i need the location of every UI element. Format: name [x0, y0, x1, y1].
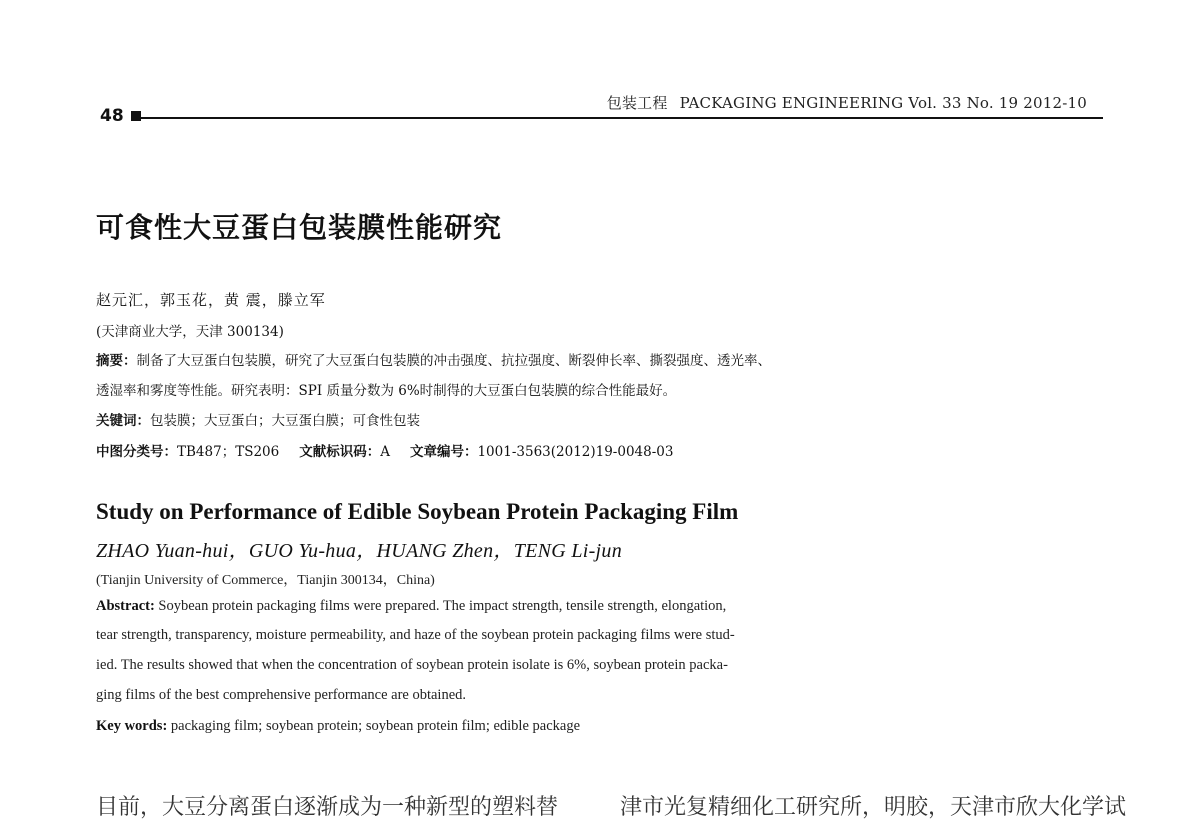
en-abstract-line-2: tear strength, transparency, moisture permeability, and haze of the soybean protein packaging films were stud- [96, 627, 735, 643]
en-abstract-label: Abstract: [96, 598, 155, 614]
cn-classification [96, 440, 673, 460]
body-text-cutoff [96, 790, 1127, 821]
article-no-value: 1001-3563(2012)19-0048-03 [477, 444, 674, 460]
en-abstract-line-1 [96, 598, 960, 615]
clc-value: TB487；TS206 [177, 444, 280, 460]
cn-keywords-label: 关键词： [96, 413, 150, 429]
en-title: Study on Performance of Edible Soybean Protein Packaging Film [96, 499, 739, 524]
en-keywords-label: Key words: [96, 718, 168, 734]
journal-citation-en: PACKAGING ENGINEERING Vol. 33 No. 19 2012-10 [679, 94, 1087, 112]
clc-label: 中图分类号： [96, 444, 177, 460]
cn-abstract-line-2: 透湿率和雾度等性能。研究表明：SPI 质量分数为 6%时制得的大豆蛋白包装膜的综合性能最好。 [96, 383, 677, 399]
en-abstract-line-3: ied. The results showed that when the concentration of soybean protein isolate is 6%, soybean protein packa- [96, 657, 728, 673]
cn-keywords-text: 包装膜；大豆蛋白；大豆蛋白膜；可食性包装 [150, 413, 420, 429]
en-affiliation: (Tianjin University of Commerce，Tianjin 300134，China) [96, 573, 435, 588]
journal-header [607, 92, 1087, 113]
en-abstract-line-4: ging films of the best comprehensive performance are obtained. [96, 687, 467, 703]
body-left-fragment: 目前，大豆分离蛋白逐渐成为一种新型的塑料替 [96, 795, 559, 820]
cn-keywords [96, 409, 420, 429]
en-authors: ZHAO Yuan-hui，GUO Yu-hua，HUANG Zhen，TENG Li-jun [96, 540, 623, 562]
header-square-marker [131, 111, 141, 121]
en-keywords-text: packaging film; soybean protein; soybean protein film; edible package [170, 718, 581, 734]
en-keywords [96, 718, 960, 735]
doc-code-label: 文献标识码： [299, 444, 381, 460]
cn-authors: 赵元汇，郭玉花，黄 震，滕立军 [96, 291, 326, 309]
journal-name-cn: 包装工程 [606, 94, 668, 112]
page-number: 48 [100, 106, 124, 126]
header-rule [141, 117, 1103, 119]
cn-abstract-text-1: 制备了大豆蛋白包装膜，研究了大豆蛋白包装膜的冲击强度、抗拉强度、断裂伸长率、撕裂强度、透光率、 [136, 353, 771, 369]
cn-abstract-line-1 [96, 349, 771, 369]
article-no-label: 文章编号： [409, 444, 478, 460]
doc-code-value: A [380, 444, 390, 460]
cn-title: 可食性大豆蛋白包装膜性能研究 [96, 211, 503, 244]
en-abstract-text-1: Soybean protein packaging films were prepared. The impact strength, tensile strength, elongation, [158, 598, 727, 614]
body-right-fragment: 津市光复精细化工研究所，明胶，天津市欣大化学试 [620, 795, 1127, 820]
cn-abstract-label: 摘要： [96, 353, 137, 369]
cn-affiliation: (天津商业大学，天津 300134) [96, 324, 284, 340]
